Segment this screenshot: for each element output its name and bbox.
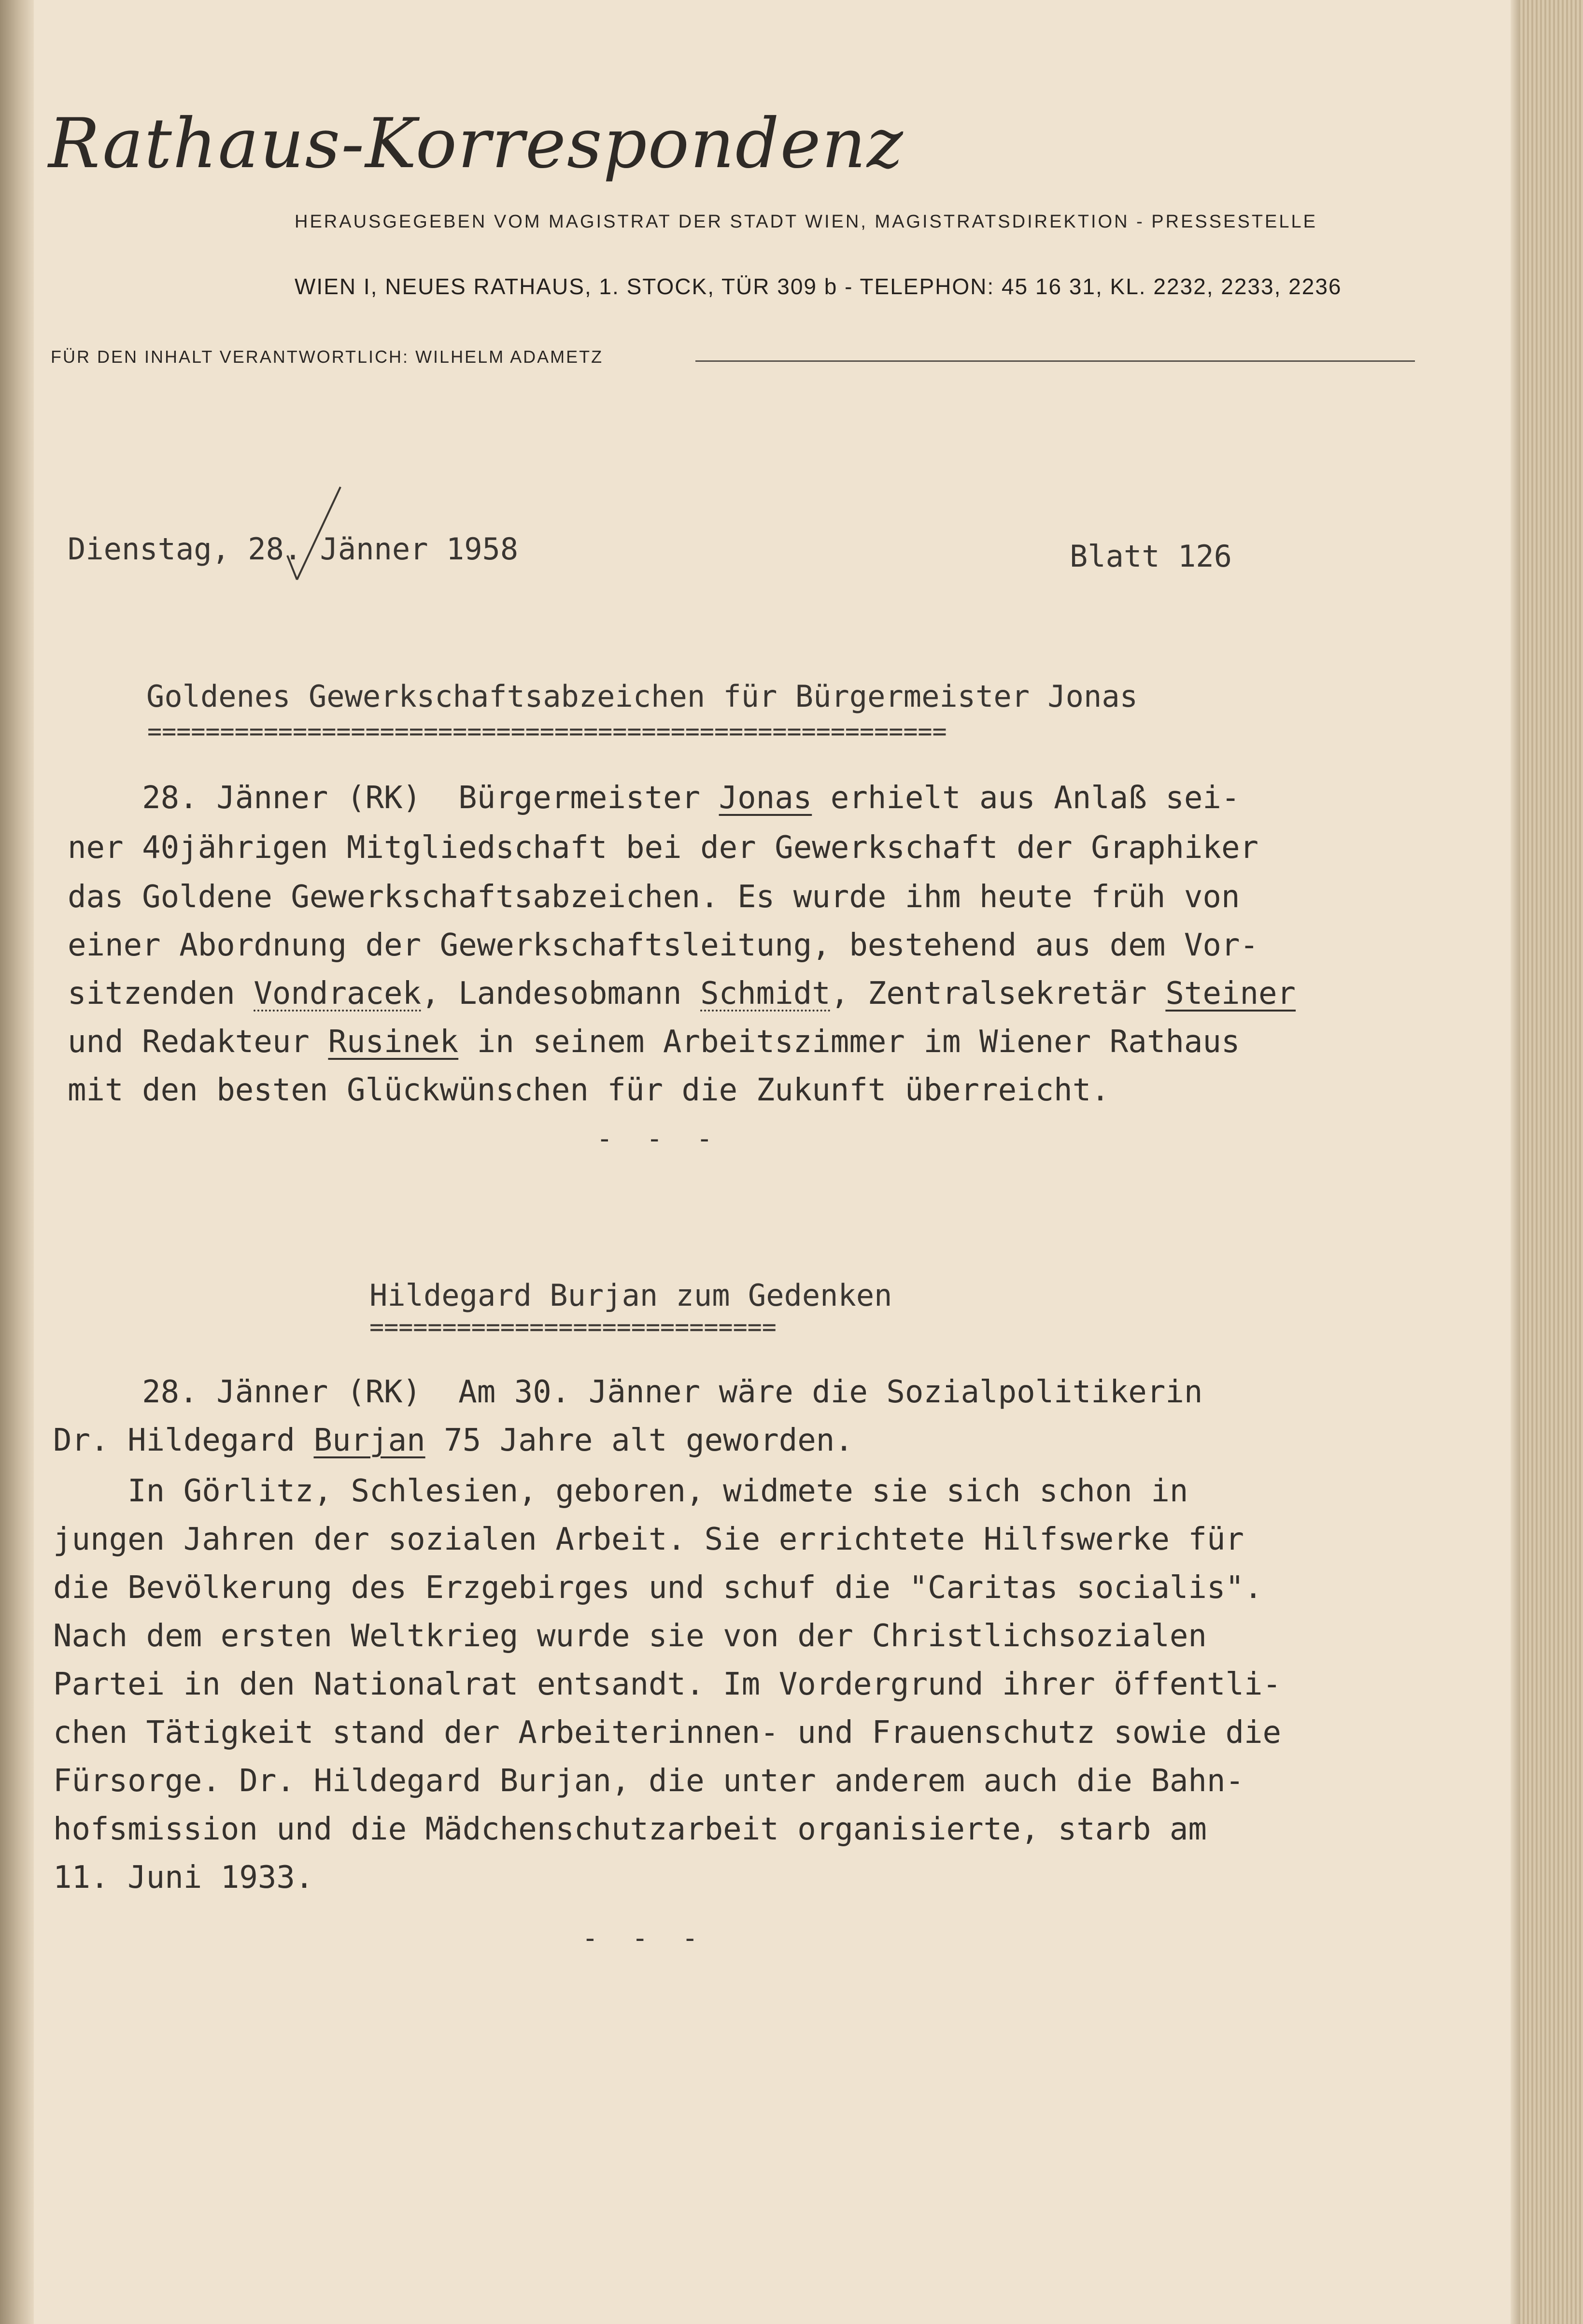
article-1-line: mit den besten Glückwünschen für die Zukunft überreicht. [68,1072,1110,1108]
article-1-line: ner 40jährigen Mitgliedschaft bei der Gewerkschaft der Graphiker [68,830,1258,866]
article-1-title: Goldenes Gewerkschaftsabzeichen für Bürgermeister Jonas [146,679,1138,714]
article-2-line: Nach dem ersten Weltkrieg wurde sie von der Christlichsozialen [53,1618,1207,1654]
page-binding-right [1511,0,1520,2324]
article-1-line: 28. Jänner (RK) Bürgermeister Jonas erhielt aus Anlaß sei- [68,780,1240,816]
pen-check-mark [268,483,345,589]
masthead-title: Rathaus-Korrespondenz [48,104,904,184]
name-vondracek: Vondracek [254,976,422,1012]
responsible-line: FÜR DEN INHALT VERANTWORTLICH: WILHELM ADAMETZ [51,347,604,367]
article-1-line: einer Abordnung der Gewerkschaftsleitung, bestehend aus dem Vor- [68,927,1258,963]
sheet-number: Blatt 126 [1070,539,1232,574]
article-1-line: und Redakteur Rusinek in seinem Arbeitszimmer im Wiener Rathaus [68,1024,1240,1060]
article-2-line: Fürsorge. Dr. Hildegard Burjan, die unter anderem auch die Bahn- [53,1763,1244,1799]
article-2-title-underline: ============================ [369,1313,777,1341]
article-2-line: hofsmission und die Mädchenschutzarbeit organisierte, starb am [53,1811,1207,1847]
article-2-line: 11. Juni 1933. [53,1860,314,1896]
name-steiner: Steiner [1165,976,1296,1012]
responsible-rule [695,360,1415,362]
article-2-separator: - - - [582,1923,707,1954]
article-2-line: Dr. Hildegard Burjan 75 Jahre alt geworden. [53,1423,853,1458]
article-2-line: die Bevölkerung des Erzgebirges und schuf die "Caritas socialis". [53,1570,1263,1606]
date-line: Dienstag, 28. Jänner 1958 [68,531,519,567]
article-1-line: sitzenden Vondracek, Landesobmann Schmidt, Zentralsekretär Steiner [68,976,1296,1012]
article-2-title: Hildegard Burjan zum Gedenken [369,1278,892,1313]
article-1-line: das Goldene Gewerkschaftsabzeichen. Es wurde ihm heute früh von [68,879,1240,915]
address-line: WIEN I, NEUES RATHAUS, 1. STOCK, TÜR 309 b - TELEPHON: 45 16 31, KL. 2232, 2233, 2236 [295,274,1342,299]
publisher-line: HERAUSGEGEBEN VOM MAGISTRAT DER STADT WIEN, MAGISTRATSDIREKTION - PRESSESTELLE [295,212,1317,232]
article-1-separator: - - - [596,1123,721,1155]
name-burjan: Burjan [313,1423,425,1458]
article-2-line: jungen Jahren der sozialen Arbeit. Sie errichtete Hilfswerke für [53,1522,1244,1557]
article-2-line: Partei in den Nationalrat entsandt. Im Vordergrund ihrer öffentli- [53,1667,1282,1702]
page-binding-left [0,0,34,2324]
name-schmidt: Schmidt [700,976,831,1012]
article-2-line: 28. Jänner (RK) Am 30. Jänner wäre die Sozialpolitikerin [68,1374,1203,1410]
article-2-line: chen Tätigkeit stand der Arbeiterinnen- und Frauenschutz sowie die [53,1715,1282,1751]
name-rusinek: Rusinek [328,1024,459,1060]
page-stack-edge [1520,0,1583,2324]
article-2-line: In Görlitz, Schlesien, geboren, widmete sie sich schon in [53,1473,1188,1509]
name-jonas: Jonas [719,780,812,816]
article-1-title-underline: ======================================================= [147,717,947,745]
